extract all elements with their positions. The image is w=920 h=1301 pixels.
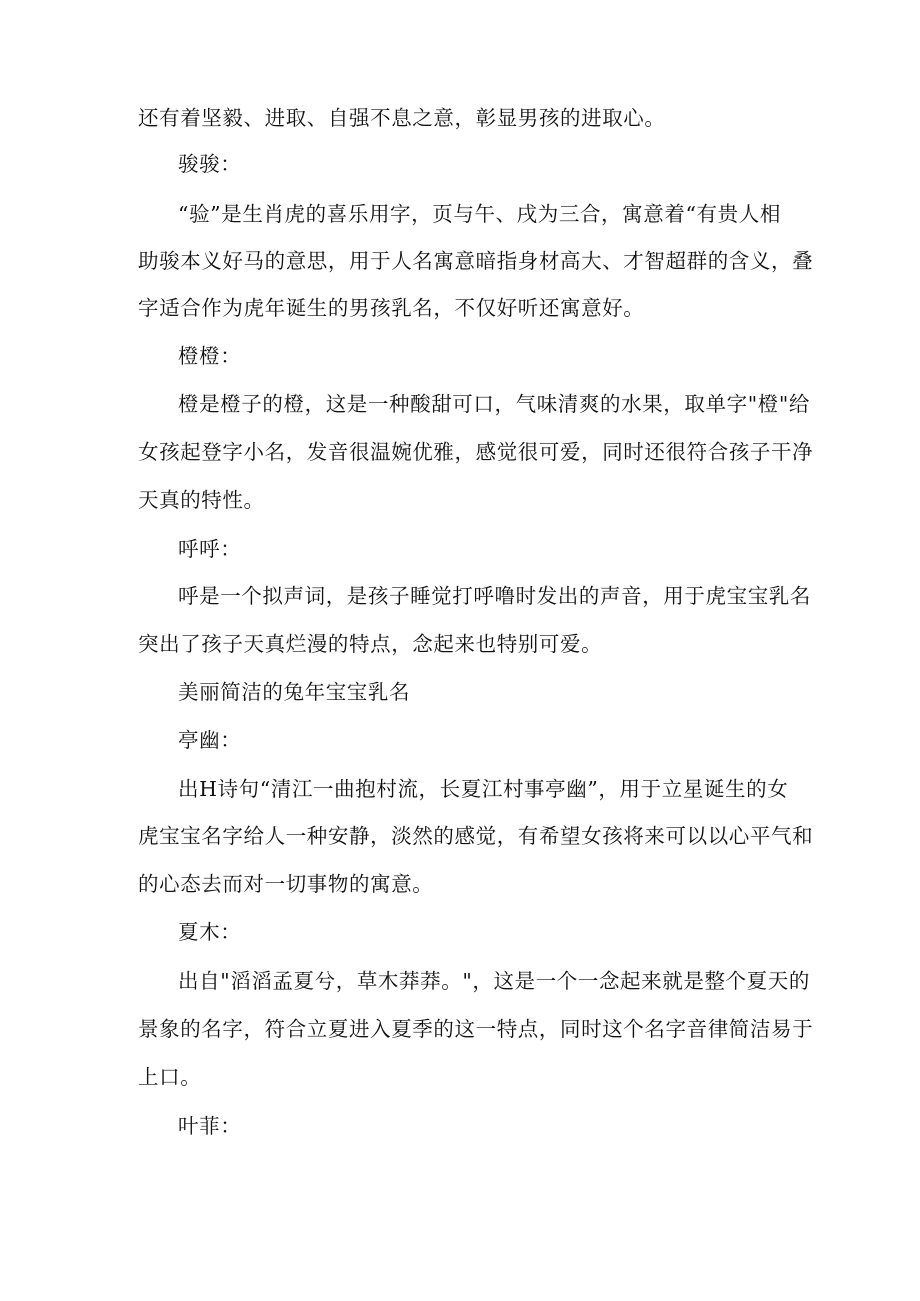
name-heading: 骏骏：	[178, 152, 242, 176]
name-heading: 橙橙：	[178, 344, 242, 368]
text-line: 突出了孩子天真烂漫的特点，念起来也特别可爱。	[138, 632, 603, 656]
text-line: 的心态去而对一切事物的寓意。	[138, 872, 434, 896]
text-line: 天真的特性。	[138, 488, 265, 512]
text-line: 女孩起登字小名，发音很温婉优雅，感觉很可爱，同时还很符合孩子干净	[138, 440, 814, 464]
name-heading: 夏木：	[178, 920, 242, 944]
section-heading: 美丽简洁的兔年宝宝乳名	[178, 680, 411, 704]
text-line: 橙是橙子的橙，这是一种酸甜可口，气味清爽的水果，取单字"橙"给	[178, 392, 810, 416]
name-heading: 呼呼：	[178, 537, 242, 561]
text-line: 虎宝宝名字给人一种安静，淡然的感觉，有希望女孩将来可以以心平气和	[138, 824, 814, 848]
text-line: 上口。	[138, 1065, 202, 1089]
name-heading: 亭幽：	[178, 728, 242, 752]
text-line: “验”是生肖虎的喜乐用字，页与午、戌为三合，寓意着“有贵人相	[178, 202, 781, 226]
text-line: 字适合作为虎年诞生的男孩乳名，不仅好听还寓意好。	[138, 296, 645, 320]
name-heading: 叶菲：	[178, 1114, 242, 1138]
text-line: 景象的名字，符合立夏进入夏季的这一特点，同时这个名字音律简洁易于	[138, 1017, 814, 1041]
text-line: 呼是一个拟声词，是孩子睡觉打呼噜时发出的声音，用于虎宝宝乳名	[178, 584, 811, 608]
text-line: 还有着坚毅、进取、自强不息之意，彰显男孩的进取心。	[138, 106, 666, 130]
text-line: 出自"滔滔孟夏兮，草木莽莽。"，这是一个一念起来就是整个夏天的	[178, 969, 810, 993]
text-line: 助骏本义好马的意思，用于人名寓意暗指身材高大、才智超群的含义，叠	[138, 249, 814, 273]
text-line: 出H诗句“清江一曲抱村流，长夏江村事亭幽”，用于立星诞生的女	[178, 777, 789, 801]
